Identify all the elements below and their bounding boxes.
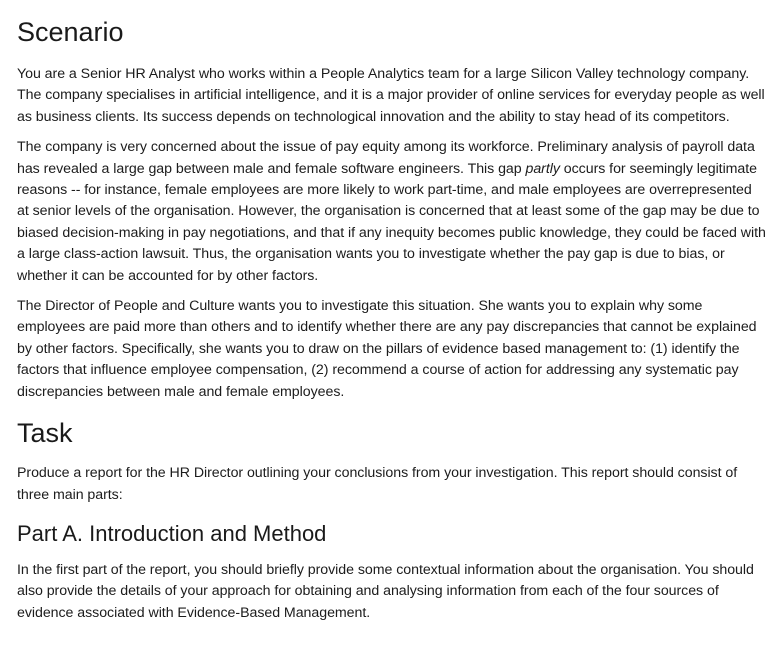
scenario-paragraph-2-start: The company is very concerned about the issue of pay equity among its workforce. Preliminary analysis of payroll data has revealed a large gap between male and female software engineers. This gap [17, 139, 755, 177]
scenario-paragraph-2-emphasis: partly [525, 160, 560, 177]
scenario-heading: Scenario [17, 17, 124, 47]
task-paragraph-1: Produce a report for the HR Director outlining your conclusions from your investigation. This report should consist of three main parts: [17, 465, 738, 503]
part-a-paragraph-1: In the first part of the report, you should briefly provide some contextual information about the organisation. You should also provide the details of your approach for obtaining and analysing information from each of the four sources of evidence associated with Evidence-Based Management. [17, 561, 754, 621]
task-heading: Task [17, 418, 73, 449]
scenario-paragraph-3: The Director of People and Culture wants you to investigate this situation. She wants you to explain why some employees are paid more than others and to identify whether there are any pay discrepancies that cannot be explained by other factors. Specifically, she wants you to draw on the pillars of evidence based management to: (1) identify the factors that influence employee compensation, (2) recommend a course of action for addressing any systematic pay discrepancies between male and female employees. [17, 298, 757, 400]
scenario-paragraph-2 [17, 137, 767, 287]
scenario-paragraph-2-end: occurs for seemingly legitimate reasons -- for instance, female employees are more likely to work part-time, and male employees are overrepresented at senior levels of the organisation. However, the organisation is concerned that at least some of the gap may be due to biased decision-making in pay negotiations, and that if any inequity becomes public knowledge, they could be faced with a large class-action lawsuit. Thus, the organisation wants you to investigate whether the pay gap is due to bias, or whether it can be accounted for by other factors. [17, 160, 766, 284]
scenario-paragraph-1: You are a Senior HR Analyst who works within a People Analytics team for a large Silicon Valley technology company. The company specialises in artificial intelligence, and it is a major provider of online services for everyday people as well as business clients. Its success depends on technological innovation and the ability to stay head of its competitors. [17, 66, 765, 125]
part-a-heading: Part A. Introduction and Method [17, 520, 327, 546]
